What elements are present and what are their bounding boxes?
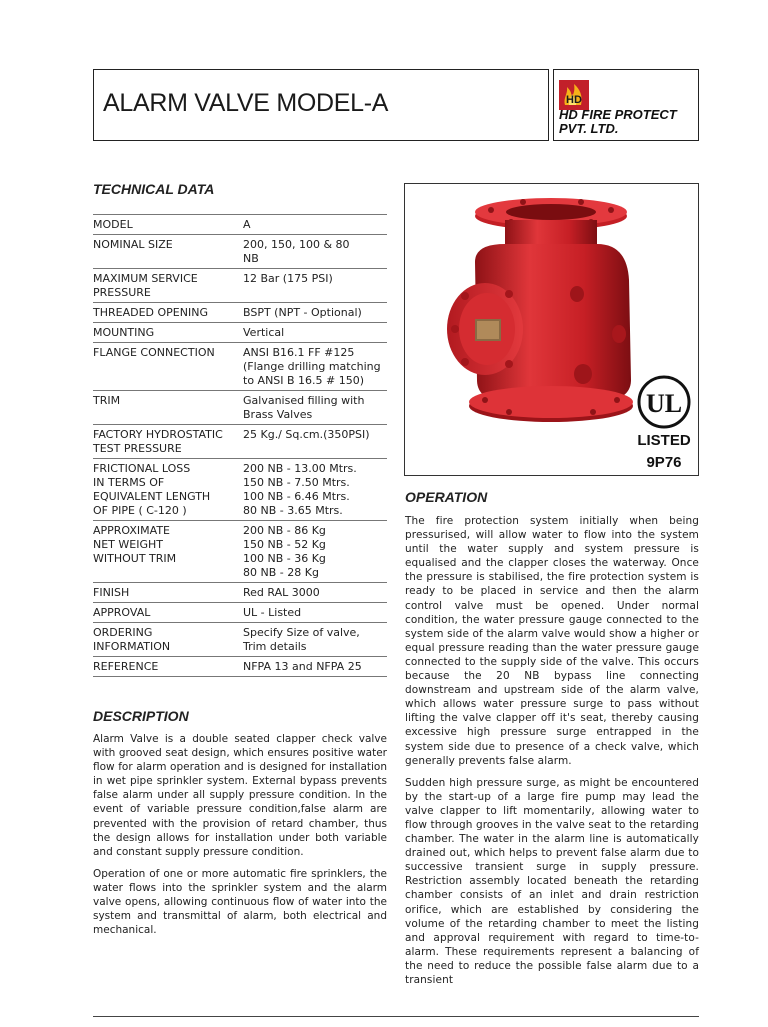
spec-row <box>93 343 387 391</box>
spec-value: UL - Listed <box>243 606 302 619</box>
alarm-valve-illustration <box>405 184 699 476</box>
company-name-line1: HD FIRE PROTECT <box>559 107 677 122</box>
spec-value: 25 Kg./ Sq.cm.(350PSI) <box>243 428 370 441</box>
company-name <box>559 108 699 136</box>
footer-rule <box>93 1016 699 1027</box>
spec-row <box>93 235 387 269</box>
company-name-line2: PVT. LTD. <box>559 121 619 136</box>
spec-value: 200 NB - 86 Kg 150 NB - 52 Kg 100 NB - 36 Kg 80 NB - 28 Kg <box>243 524 326 579</box>
spec-label: MAXIMUM SERVICE PRESSURE <box>93 272 198 299</box>
description-paragraph-1: Alarm Valve is a double seated clapper check valve with grooved seat design, which ensures positive water flow for alarm operation and is designed for installation in wet pipe sprinkler system. External bypass prevents false alarm under all supply pressure condition. In the event of variable pressure condition,false alarm are prevented with the provision of retard chamber, thus the design allows for installation under both variable and constant supply pressure condition. <box>93 733 387 858</box>
spec-label: MOUNTING <box>93 326 155 339</box>
spec-row <box>93 215 387 235</box>
spec-label: FACTORY HYDROSTATIC TEST PRESSURE <box>93 428 223 455</box>
hd-flame-logo-icon <box>559 80 589 110</box>
spec-label: THREADED OPENING <box>93 306 208 319</box>
operation-paragraph-2: Sudden high pressure surge, as might be encountered by the start-up of a large fire pump may lead the valve clapper to lift momentarily, allowing water to flow through grooves in the valve seat to the retarding chamber. The water in the alarm line is automatically drained out, which helps to prevent false alarm due to successive transient surge in supply pressure. Restriction assembly located beneath the retarding chamber consists of an inlet and drain restriction orifice, which are established by considering the volume of the retarding chamber to meet the listing and approval requirement with regard to time-to-alarm. These requirements represent a balancing of the need to reduce the possible false alarm due to a transient <box>405 776 699 986</box>
spec-value: 12 Bar (175 PSI) <box>243 272 333 285</box>
spec-value: 200 NB - 13.00 Mtrs. 150 NB - 7.50 Mtrs. 100 NB - 6.46 Mtrs. 80 NB - 3.65 Mtrs. <box>243 462 357 517</box>
spec-row <box>93 425 387 459</box>
spec-label: NOMINAL SIZE <box>93 238 173 251</box>
company-logo-box <box>553 69 699 141</box>
spec-label: TRIM <box>93 394 121 407</box>
spec-label: FINISH <box>93 586 130 599</box>
operation-body <box>405 514 699 995</box>
spec-row <box>93 391 387 425</box>
description-paragraph-2: Operation of one or more automatic fire sprinklers, the water flows into the sprinkler system and the alarm valve opens, allowing continuous flow of water into the system and transmittal of alarm, both electrical and mechanical. <box>93 867 387 937</box>
spec-label: ORDERING INFORMATION <box>93 626 171 653</box>
spec-row <box>93 521 387 583</box>
spec-label: MODEL <box>93 218 133 231</box>
product-image <box>404 183 699 476</box>
spec-value: A <box>243 218 251 231</box>
spec-row <box>93 623 387 657</box>
page-title: ALARM VALVE MODEL-A <box>103 89 389 117</box>
spec-row <box>93 269 387 303</box>
operation-heading: OPERATION <box>405 489 488 505</box>
description-body <box>93 732 387 945</box>
spec-row <box>93 323 387 343</box>
technical-data-table <box>93 214 387 677</box>
spec-value: NFPA 13 and NFPA 25 <box>243 660 362 673</box>
description-heading: DESCRIPTION <box>93 708 189 724</box>
header-title-box <box>93 69 549 141</box>
spec-row <box>93 657 387 677</box>
spec-label: FLANGE CONNECTION <box>93 346 215 359</box>
spec-row <box>93 459 387 521</box>
spec-row <box>93 303 387 323</box>
spec-row <box>93 603 387 623</box>
spec-row <box>93 583 387 603</box>
operation-paragraph-1: The fire protection system initially when being pressurised, will allow water to flow into the system until the water supply and system pressure is equalised and the clapper closes the waterway. Once the pressure is stabilised, the fire protection system is ready to be placed in service and then the alarm control valve must be opened. Under normal condition, the water pressure gauge connected to the system side of the alarm valve would show a higher or equal pressure reading than the water pressure gauge connected to the supply side of the valve. This occurs because the 20 NB bypass line connecting downstream and upstream side of the alarm valve, which allows water pressure surge to pass without lifting the valve clapper off it's seat, thereby causing excessive high pressure surge entrapped in the system side due to presence of a check valve, which generally prevents false alarm. <box>405 515 699 767</box>
spec-value: Red RAL 3000 <box>243 586 320 599</box>
ul-mark-text: UL <box>645 389 683 418</box>
ul-listing-mark <box>639 377 689 427</box>
spec-label: REFERENCE <box>93 660 159 673</box>
spec-label: FRICTIONAL LOSS IN TERMS OF EQUIVALENT LENGTH OF PIPE ( C-120 ) <box>93 462 211 517</box>
spec-value: Galvanised filling with Brass Valves <box>243 394 365 421</box>
spec-value: ANSI B16.1 FF #125 (Flange drilling matching to ANSI B 16.5 # 150) <box>243 346 381 387</box>
listing-badge-line1: LISTED <box>637 432 691 449</box>
spec-value: Specify Size of valve, Trim details <box>243 626 360 653</box>
spec-value: BSPT (NPT - Optional) <box>243 306 362 319</box>
technical-data-heading: TECHNICAL DATA <box>93 181 215 197</box>
listing-badge-line2: 9P76 <box>646 454 682 471</box>
spec-value: Vertical <box>243 326 285 339</box>
svg-text:HD: HD <box>566 94 582 106</box>
spec-label: APPROVAL <box>93 606 151 619</box>
spec-value: 200, 150, 100 & 80 NB <box>243 238 350 265</box>
spec-label: APPROXIMATE NET WEIGHT WITHOUT TRIM <box>93 524 177 565</box>
